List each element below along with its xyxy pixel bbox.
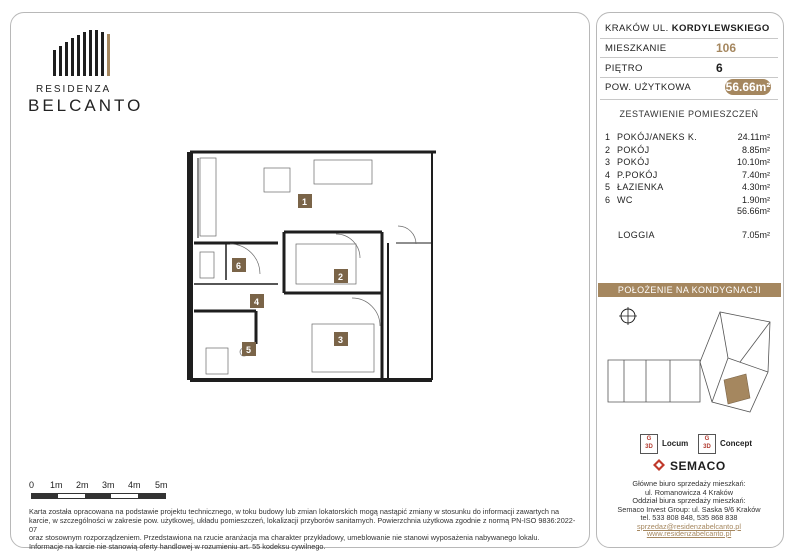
brand-small: RESIDENZA [36,84,112,95]
unit-label: MIESZKANIE [605,43,667,54]
scale-label: 2m [76,480,89,490]
room-name: POKÓJ [617,144,650,155]
contact-line: tel. 533 808 848, 535 868 838 [640,513,738,523]
concept-logo-icon: G 3D [698,434,716,454]
room-name: POKÓJ [617,157,650,167]
semaco-logo-icon [652,458,666,472]
room-row [605,132,770,145]
locum-label: Locum [662,439,689,448]
disclaimer-line: Karta została opracowana na podstawie projektu technicznego, w toku budowy lub zmian lokatorskich mogą nastąpić zmiany w stosunku do informacji zawartych na [29,507,560,516]
room-list [605,132,770,207]
contact-line: Semaco Invest Group: ul. Saska 9/6 Kraków [617,504,761,514]
semaco-label: SEMACO [670,459,726,473]
area-label: POW. UŻYTKOWA [605,82,692,93]
divider [600,57,778,58]
svg-text:2: 2 [338,272,344,282]
brand-big: BELCANTO [28,96,144,115]
unit-value: 106 [716,41,737,55]
website-link[interactable]: www.residenzabelcanto.pl [646,529,732,538]
floor-plan [186,148,440,384]
room-row [605,157,770,170]
room-num: 5 [605,182,611,192]
area-value: 56.66m² [725,80,771,94]
room-name: P.POKÓJ [617,169,658,180]
apartment-highlight [724,374,750,404]
room-num: 1 [605,132,611,142]
svg-text:1: 1 [302,197,308,207]
address-prefix: KRAKÓW UL. [605,23,669,34]
loggia-area: 7.05m² [741,230,770,240]
disclaimer-line: karcie, w szczególności w zakresie pow. użytkowej, układu pomieszczeń, lokalizacji przyborów sanitarnych. Powierzchnia użytkowa zgodnie z normą PN-ISO 9836:2022-07 [29,515,576,534]
scale-label: 5m [155,480,168,490]
svg-text:6: 6 [236,261,242,271]
room-row [605,170,770,183]
room-row [605,182,770,195]
key-plan [600,302,780,426]
contact-line: ul. Romanowicza 4 Kraków [644,487,733,497]
contact-info [600,480,778,532]
room-name: ŁAZIENKA [617,182,664,192]
svg-text:5: 5 [246,345,252,355]
room-area: 7.40m² [741,169,770,180]
disclaimer [29,508,577,552]
divider [600,38,778,39]
room-row [605,145,770,158]
room-num: 2 [605,144,611,155]
compass-icon [619,307,637,325]
room-num: 3 [605,157,611,167]
email-link[interactable]: sprzedaz@residenzabelcanto.pl [637,521,741,531]
room-area: 4.30m² [741,182,770,192]
rooms-total: 56.66m² [736,206,770,216]
svg-text:4: 4 [254,297,260,307]
scale-label: 1m [50,480,63,490]
room-area: 10.10m² [736,157,770,167]
disclaimer-line: Informacje na karcie nie stanowią oferty handlowej w rozumieniu art. 55 kodeksu cywilnego. [29,542,326,552]
room-name: POKÓJ/ANEKS K. [617,132,698,142]
rooms-title: ZESTAWIENIE POMIESZCZEŃ [619,109,759,119]
divider [600,77,778,78]
divider [600,99,778,100]
room-num: 4 [605,169,611,180]
svg-text:3: 3 [338,335,344,345]
address-street: KORDYLEWSKIEGO [671,23,770,34]
room-name: WC [617,194,633,205]
loggia-label: LOGGIA [618,230,655,240]
scale-labels [29,480,179,492]
scale-bar [31,493,166,499]
partner-logos [636,434,776,456]
address [605,23,770,34]
scale-label: 0 [29,480,35,490]
room-area: 1.90m² [741,194,770,205]
room-num: 6 [605,194,611,205]
room-area: 8.85m² [741,144,770,155]
floor-label: PIĘTRO [605,63,643,74]
disclaimer-line: oraz stosownym rozporządzeniem. Przedstawiona na rzucie aranżacja ma charakter przykładowy, umeblowanie nie stanowi wyposażenia nabywanego lokalu. [29,533,540,543]
scale-label: 4m [128,480,141,490]
contact-line: Główne biuro sprzedaży mieszkań: [632,479,746,488]
position-title: POŁOŻENIE NA KONDYGNACJI [598,283,781,297]
room-area: 24.11m² [737,132,770,142]
contact-line: Oddział biura sprzedaży mieszkań: [632,496,746,506]
scale-label: 3m [102,480,115,490]
concept-label: Concept [720,439,752,448]
floor-value: 6 [716,61,723,75]
locum-logo-icon: G 3D [640,434,658,454]
